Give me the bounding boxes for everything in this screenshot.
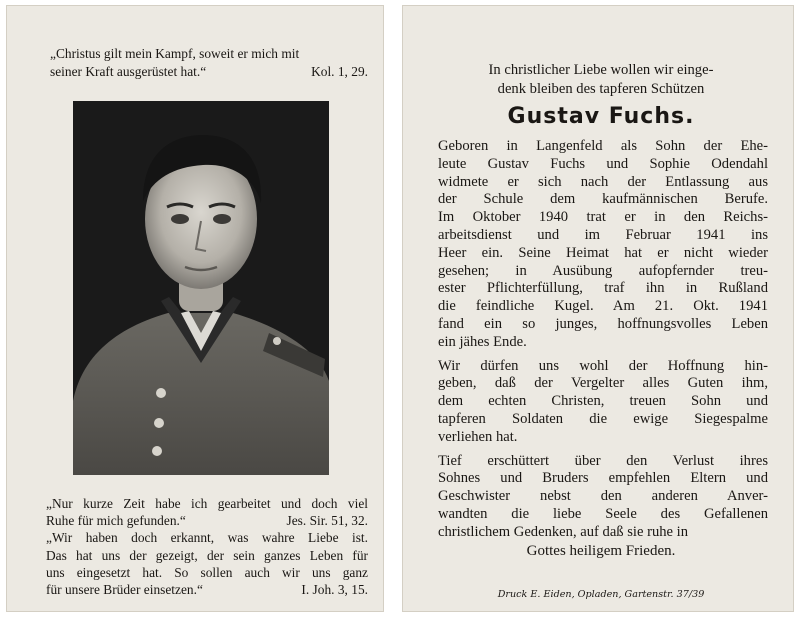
obituary-body [438,138,768,548]
text-line: gesehen; in Ausübung aufopfernder treu- [438,262,768,279]
verse-top-line1: „Christus gilt mein Kampf, soweit er mich mit [50,46,300,61]
text-line: arbeitsdienst und im Februar 1941 ins [438,226,768,243]
quote2-line3: uns eingesetzt hat. So sollen auch wir uns ganz [46,564,368,580]
text-line: ein jähes Ende. [438,333,527,350]
closing-line: Gottes heiligem Frieden. [526,543,676,559]
text-line: dem echten Christen, treuen Sohn und [438,393,768,410]
text-line: widmete er sich nach der Entlassung aus [438,173,768,190]
right-card [402,5,794,612]
quote2-line1: „Wir haben doch erkannt, was wahre Liebe ist. [46,530,368,546]
text-line: Tief erschüttert über den Verlust ihres [438,452,768,469]
text-line: Heer ein. Seine Heimat hat er nicht wieder [438,244,768,261]
text-line: verliehen hat. [438,428,518,445]
quote1-line2: Ruhe für mich gefunden.“ [46,513,186,529]
left-card [6,5,384,612]
verse-bottom [46,495,368,598]
text-line: leute Gustav Fuchs und Sophie Odendahl [438,155,768,172]
text-line: der Schule dem kaufmännischen Berufe. [438,191,768,208]
soldier-portrait-photo [73,101,329,475]
text-line: fand ein so junges, hoffnungsvolles Leben [438,315,768,332]
text-line: Geboren in Langenfeld als Sohn der Ehe- [438,138,768,154]
quote1-line1: „Nur kurze Zeit habe ich gearbeitet und doch viel [46,496,368,511]
paragraph-biography [438,138,768,352]
text-line: Wir dürfen uns wohl der Hoffnung hin- [438,357,768,374]
text-line: Sohnes und Bruders empfehlen Eltern und [438,470,768,487]
text-line: die feindliche Kugel. Am 21. Okt. 1941 [438,298,768,315]
printer-imprint: Druck E. Eiden, Opladen, Gartenstr. 37/39 [497,589,705,600]
paragraph-hope [438,358,768,447]
portrait-illustration [73,101,329,475]
intro-line1: In christlicher Liebe wollen wir einge- [488,62,714,78]
quote2-line2: Das hat uns der gezeigt, der sein ganzes Leben für [46,547,368,563]
text-line: tapferen Soldaten die ewige Siegespalme [438,410,768,427]
verse-top [50,45,368,81]
quote2-line4-row [46,581,368,598]
text-line: Geschwister nebst den anderen Anver- [438,488,768,505]
quote2-ref: I. Joh. 3, 15. [301,582,368,598]
verse-top-ref: Kol. 1, 29. [311,64,368,79]
intro [432,61,770,99]
quote2-line4: für unsere Brüder einsetzen.“ [46,582,203,598]
deceased-name: Gustav Fuchs. [507,104,695,129]
verse-top-line2: seiner Kraft ausgerüstet hat.“ [50,64,207,79]
intro-line2: denk bleiben des tapferen Schützen [497,81,705,97]
text-line: christlichem Gedenken, auf daß sie ruhe in [438,523,689,540]
text-line: ester Pflichterfüllung, traf ihn in Rußland [438,280,768,297]
text-line: geben, daß der Vergelter alles Guten ihm, [438,375,768,392]
text-line: wandten die liebe Seele des Gefallenen [438,505,768,522]
paragraph-mourning [438,453,768,542]
text-line: Im Oktober 1940 trat er in den Reichs- [438,209,768,226]
quote1-ref: Jes. Sir. 51, 32. [286,513,368,529]
quote1-line2-row [46,512,368,529]
verse-top-line2-row [50,63,368,81]
